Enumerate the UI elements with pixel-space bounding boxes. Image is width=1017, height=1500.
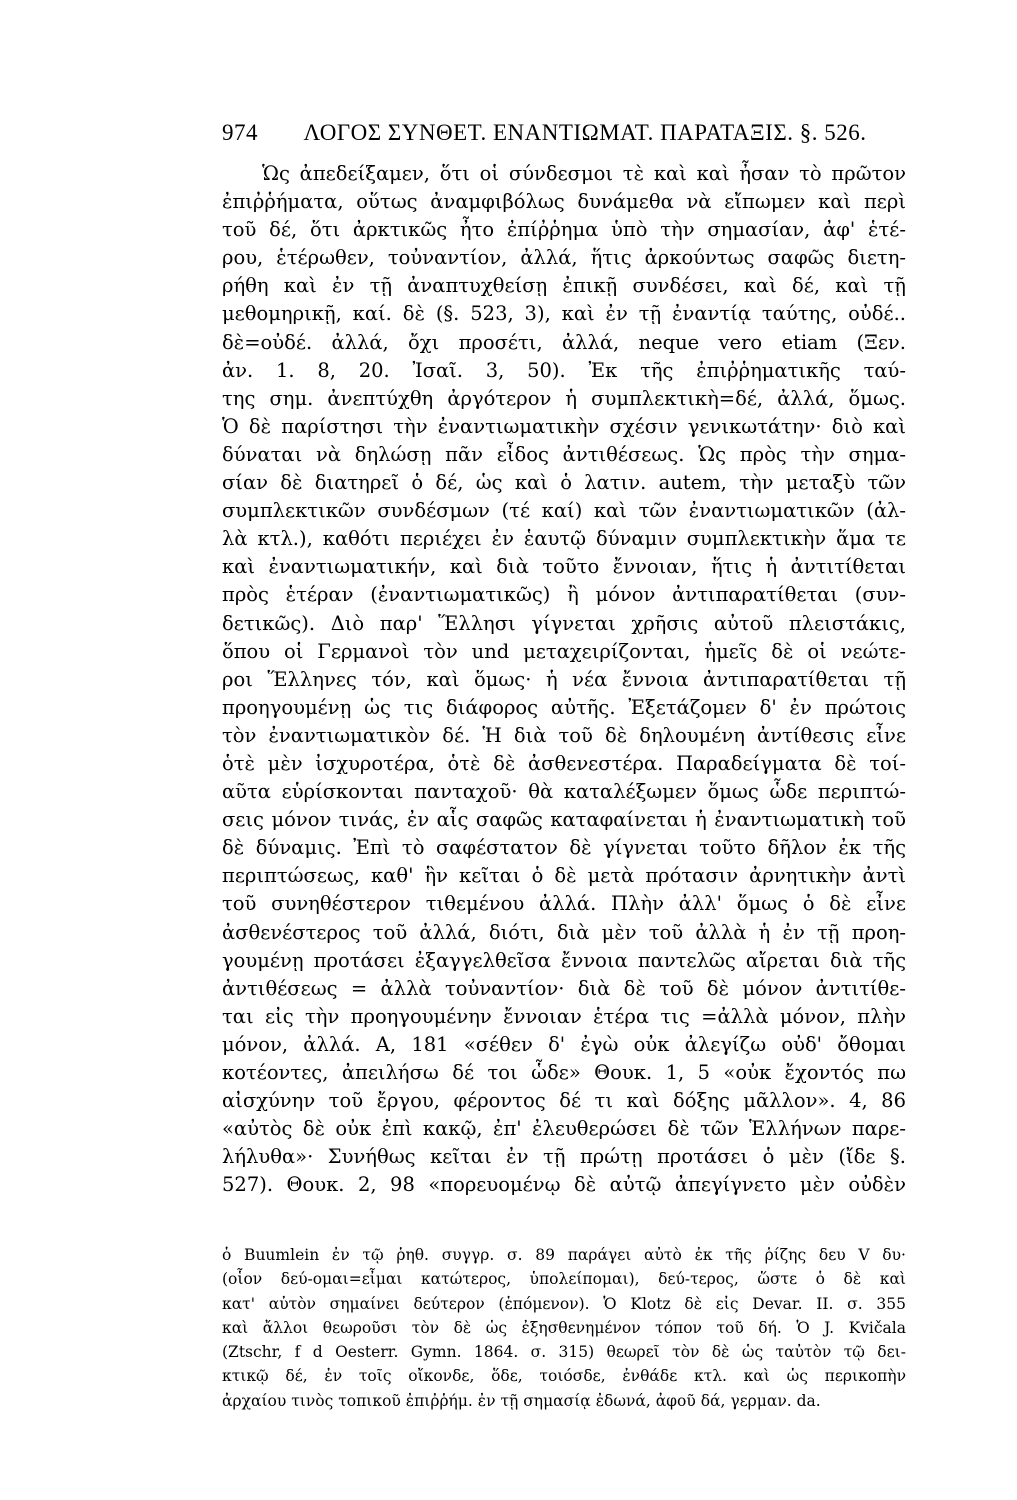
text-line: ροι Ἕλληνες τόν, καὶ ὅμως· ἡ νέα ἔννοια ἀντιπαρατίθεται τῇ: [222, 667, 906, 691]
footnote-line: κατ' αὐτὸν σημαίνει δεύτερον (ἑπόμενον). Ὁ Klotz δὲ εἰς Devar. II. σ. 355: [222, 1294, 906, 1313]
text-line: Ὡς ἀπεδείξαμεν, ὅτι οἱ σύνδεσμοι τὲ καὶ καὶ ἦσαν τὸ πρῶτον: [262, 162, 906, 185]
text-line: ὅπου οἱ Γερμανοὶ τὸν und μεταχειρίζονται, ἡμεῖς δὲ οἱ νεώτε-: [222, 639, 906, 663]
text-line: ἀντιθέσεως = ἀλλὰ τοὐναντίον· διὰ δὲ τοῦ δὲ μόνον ἀντιτίθε-: [222, 976, 906, 1000]
text-line: λὰ κτλ.), καθότι περιέχει ἐν ἑαυτῷ δύναμιν συμπλεκτικὴν ἅμα τε: [222, 527, 906, 551]
text-line: τὸν ἐναντιωματικὸν δέ. Ἡ διὰ τοῦ δὲ δηλουμένη ἀντίθεσις εἶνε: [222, 723, 906, 747]
text-line: της σημ. ἀνεπτύχθη ἀργότερον ἡ συμπλεκτικὴ=δέ, ἀλλά, ὅμως.: [222, 386, 906, 410]
text-line: ται εἰς τὴν προηγουμένην ἔννοιαν ἑτέρα τις =ἀλλὰ μόνον, πλὴν: [222, 1004, 906, 1028]
running-header: [222, 120, 902, 146]
text-line: δετικῶς). Διὸ παρ' Ἕλλησι γίγνεται χρῆσις αὐτοῦ πλειστάκις,: [222, 611, 906, 635]
footnote-line: (οἷον δεύ-ομαι=εἶμαι κατώτερος, ὑπολείπομαι), δεύ-τερος, ὥστε ὁ δὲ καὶ: [222, 1270, 906, 1289]
text-line: δὲ=οὐδέ. ἀλλά, ὄχι προσέτι, ἀλλά, neque vero etiam (Ξεν.: [222, 330, 906, 354]
text-line: προηγουμένῃ ὡς τις διάφορος αὐτῆς. Ἐξετάζομεν δ' ἐν πρώτοις: [222, 695, 906, 719]
text-line: 527). Θουκ. 2, 98 «πορευομένῳ δὲ αὐτῷ ἀπεγίγνετο μὲν οὐδὲν: [222, 1173, 906, 1197]
text-line: αἰσχύνην τοῦ ἔργου, φέροντος δέ τι καὶ δόξης μᾶλλον». 4, 86: [222, 1089, 906, 1113]
running-title: ΛΟΓΟΣ ΣΥΝΘΕΤ. ΕΝΑΝΤΙΩΜΑΤ. ΠΑΡΑΤΑΞΙΣ. §. 526.: [303, 120, 867, 145]
text-line: ἀν. 1. 8, 20. Ἰσαῖ. 3, 50). Ἐκ τῆς ἐπιῤῥηματικῆς ταύ-: [222, 358, 906, 382]
page-number: 974: [222, 120, 258, 145]
text-line: ρου, ἑτέρωθεν, τοὐναντίον, ἀλλά, ἥτις ἀρκούντως σαφῶς διετη-: [222, 246, 906, 270]
text-line: σεις μόνον τινάς, ἐν αἷς σαφῶς καταφαίνεται ἡ ἐναντιωματικὴ τοῦ: [222, 808, 906, 832]
text-line: γουμένῃ προτάσει ἐξαγγελθεῖσα ἔννοια παντελῶς αἴρεται διὰ τῆς: [222, 948, 906, 972]
text-line: ἀσθενέστερος τοῦ ἀλλά, διότι, διὰ μὲν τοῦ ἀλλὰ ἡ ἐν τῇ προη-: [222, 920, 906, 944]
text-line: πρὸς ἑτέραν (ἐναντιωματικῶς) ἢ μόνον ἀντιπαρατίθεται (συν-: [222, 583, 906, 607]
footnote-line: κτικῷ δέ, ἐν τοῖς οἴκονδε, ὅδε, τοιόσδε, ἐνθάδε κτλ. καὶ ὡς περικοπὴν: [222, 1367, 906, 1386]
main-text: [222, 160, 906, 1199]
text-line: μόνον, ἀλλά. Α, 181 «σέθεν δ' ἐγὼ οὐκ ἀλεγίζω οὐδ' ὄθομαι: [222, 1032, 906, 1056]
text-line: κοτέοντες, ἀπειλήσω δέ τοι ὧδε» Θουκ. 1, 5 «οὐκ ἔχοντός πω: [222, 1061, 906, 1084]
text-line: ρήθη καὶ ἐν τῇ ἀναπτυχθείσῃ ἐπικῇ συνδέσει, καὶ δέ, καὶ τῇ: [222, 274, 906, 298]
text-line: ἐπιῤῥήματα, οὕτως ἀναμφιβόλως δυνάμεθα νὰ εἴπωμεν καὶ περὶ: [222, 190, 906, 214]
text-line: σίαν δὲ διατηρεῖ ὁ δέ, ὡς καὶ ὁ λατιν. autem, τὴν μεταξὺ τῶν: [222, 471, 906, 495]
text-line: καὶ ἐναντιωματικήν, καὶ διὰ τοῦτο ἔννοιαν, ἥτις ἡ ἀντιτίθεται: [222, 555, 906, 579]
text-line: αῦτα εὑρίσκονται πανταχοῦ· θὰ καταλέξωμεν ὅμως ὧδε περιπτώ-: [222, 780, 906, 804]
text-line: δύναται νὰ δηλώσῃ πᾶν εἶδος ἀντιθέσεως. Ὡς πρὸς τὴν σημα-: [222, 442, 906, 466]
text-line: λήλυθα»· Συνήθως κεῖται ἐν τῇ πρώτῃ προτάσει ὁ μὲν (ἴδε §.: [222, 1145, 906, 1169]
text-line: μεθομηρικῇ, καί. δὲ (§. 523, 3), καὶ ἐν τῇ ἐναντίᾳ ταύτης, οὐδέ..: [222, 302, 906, 326]
text-line: συμπλεκτικῶν συνδέσμων (τέ καί) καὶ τῶν ἐναντιωματικῶν (ἀλ-: [222, 499, 906, 523]
text-line: περιπτώσεως, καθ' ἣν κεῖται ὁ δὲ μετὰ πρότασιν ἀρνητικὴν ἀντὶ: [222, 864, 906, 888]
text-line: «αὐτὸς δὲ οὐκ ἐπὶ κακῷ, ἐπ' ἐλευθερώσει δὲ τῶν Ἑλλήνων παρε-: [222, 1117, 906, 1141]
footnote-line: ἀρχαίου τινὸς τοπικοῦ ἐπιῤῥήμ. ἐν τῇ σημασίᾳ ἐδωνά, ἀφοῦ δά, γερμαν. da.: [222, 1391, 821, 1410]
text-line: ὁτὲ μὲν ἰσχυροτέρα, ὁτὲ δὲ ἀσθενεστέρα. Παραδείγματα δὲ τοί-: [222, 751, 906, 775]
text-line: Ὁ δὲ παρίστησι τὴν ἐναντιωματικὴν σχέσιν γενικωτάτην· διὸ καὶ: [222, 414, 906, 438]
text-line: δὲ δύναμις. Ἐπὶ τὸ σαφέστατον δὲ γίγνεται τοῦτο δῆλον ἐκ τῆς: [222, 836, 906, 860]
text-line: τοῦ δέ, ὅτι ἀρκτικῶς ἦτο ἐπίῤῥημα ὑπὸ τὴν σημασίαν, ἀφ' ἑτέ-: [222, 218, 906, 242]
text-line: τοῦ συνηθέστερον τιθεμένου ἀλλά. Πλὴν ἀλλ' ὅμως ὁ δὲ εἶνε: [222, 892, 906, 916]
footnote-line: ὁ Buumlein ἐν τῷ ῥηθ. συγγρ. σ. 89 παράγει αὐτὸ ἐκ τῆς ῥίζης δευ V δυ·: [222, 1246, 906, 1264]
footnote-line: (Ztschr, f d Oesterr. Gymn. 1864. σ. 315) θεωρεῖ τὸν δὲ ὡς ταὐτὸν τῷ δει-: [222, 1343, 906, 1362]
footnote-line: καὶ ἄλλοι θεωροῦσι τὸν δὲ ὡς ἐξησθενημένον τόπον τοῦ δή. Ὁ J. Kvičala: [222, 1318, 906, 1337]
footnotes: [222, 1243, 906, 1413]
